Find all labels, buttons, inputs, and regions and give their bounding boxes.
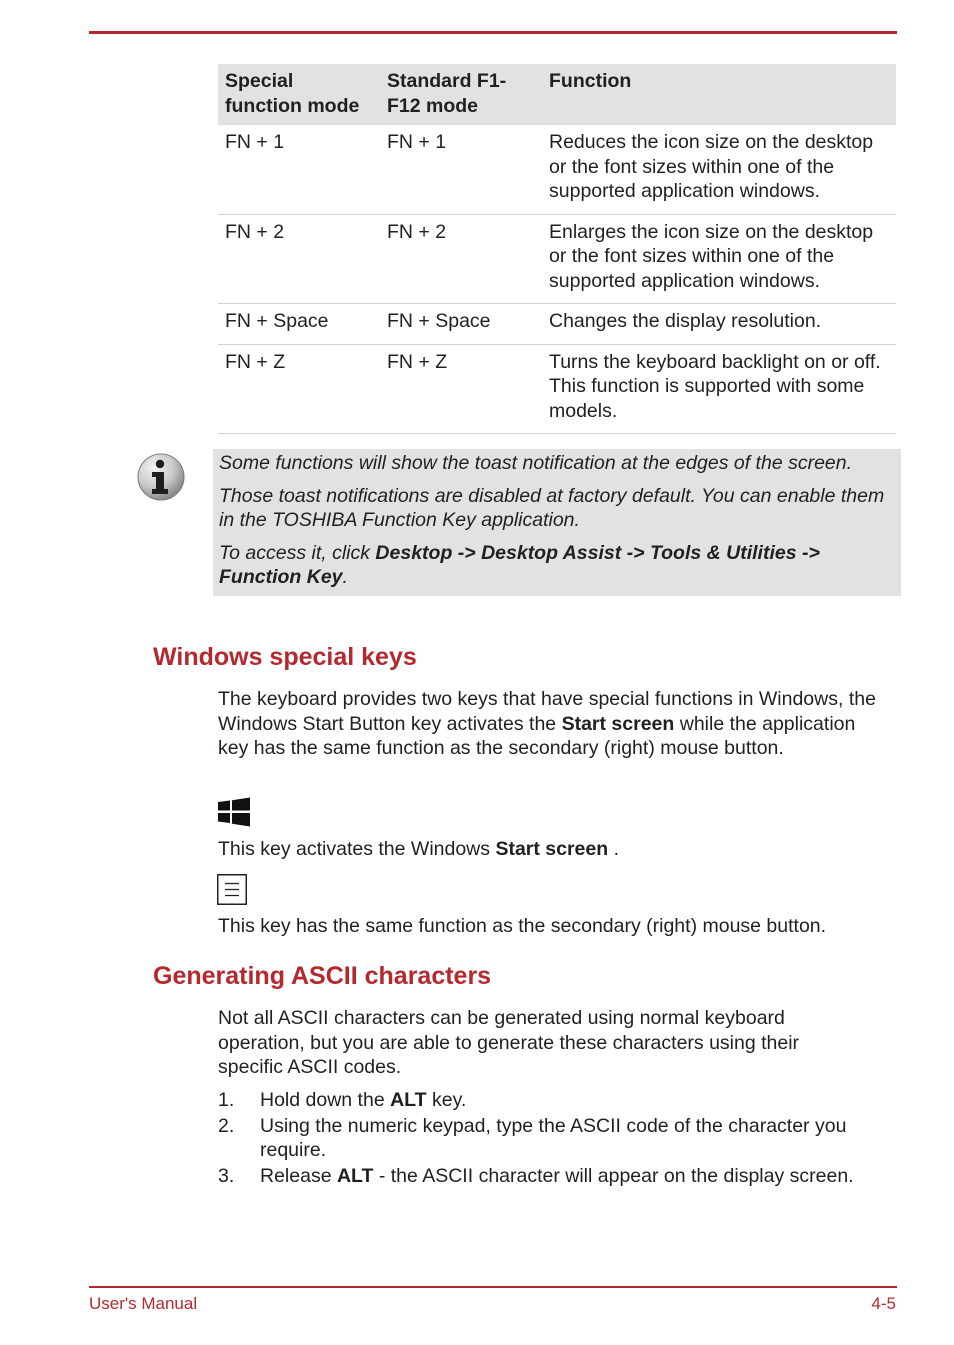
column-header-special-mode: Special function mode: [218, 64, 380, 125]
application-key-icon: [217, 874, 247, 905]
list-item: 3. Release ALT - the ASCII character will appear on the display screen.: [218, 1164, 854, 1187]
top-rule: [89, 31, 897, 34]
application-key-description: This key has the same function as the secondary (right) mouse button.: [218, 915, 827, 937]
windows-logo-icon: [218, 797, 250, 827]
windows-keys-intro: The keyboard provides two keys that have special functions in Windows, the Windows Start Button key activates the Start screen while the application key has the same function as the secondary (right) mouse button.: [218, 688, 876, 759]
list-item: 2. Using the numeric keypad, type the ASCII code of the character you require.: [218, 1114, 847, 1161]
info-icon: [137, 453, 185, 501]
table-row: [218, 125, 896, 214]
table-cell: FN + 1: [218, 125, 380, 214]
table-cell: FN + 2: [380, 214, 542, 304]
note-box: [213, 449, 901, 596]
column-header-function: Function: [542, 64, 896, 125]
table-cell: Reduces the icon size on the desktop or the font sizes within one of the supported application windows.: [542, 125, 896, 214]
ascii-intro: Not all ASCII characters can be generated using normal keyboard operation, but you are able to generate these characters using their specific ASCII codes.: [218, 1007, 800, 1078]
table-cell: Enlarges the icon size on the desktop or the font sizes within one of the supported application windows.: [542, 214, 896, 304]
table-row: [218, 344, 896, 434]
table-cell: FN + Space: [380, 304, 542, 345]
note-line: Some functions will show the toast notification at the edges of the screen.: [219, 452, 853, 474]
windows-key-description: This key activates the Windows Start screen .: [218, 838, 620, 860]
table-cell: FN + 1: [380, 125, 542, 214]
table-cell: Turns the keyboard backlight on or off. This function is supported with some models.: [542, 344, 896, 434]
note-line: To access it, click Desktop -> Desktop Assist -> Tools & Utilities -> Function Key.: [219, 541, 820, 588]
table-header-row: [218, 64, 896, 125]
note-line: Those toast notifications are disabled at factory default. You can enable them in the TOSHIBA Function Key application.: [219, 484, 885, 531]
table-row: [218, 304, 896, 345]
table-cell: FN + Z: [218, 344, 380, 434]
table-cell: FN + Space: [218, 304, 380, 345]
table-cell: FN + 2: [218, 214, 380, 304]
menu-path: Desktop -> Desktop Assist -> Tools & Utilities -> Function Key: [219, 541, 820, 588]
table-cell: Changes the display resolution.: [542, 304, 896, 345]
section-heading-ascii: Generating ASCII characters: [153, 962, 492, 990]
footer-manual-title: User's Manual: [89, 1294, 198, 1313]
section-heading-windows-keys: Windows special keys: [153, 643, 417, 671]
table-cell: FN + Z: [380, 344, 542, 434]
function-key-table: [218, 64, 896, 434]
bottom-rule: [89, 1286, 897, 1288]
page-number: 4-5: [871, 1294, 896, 1313]
table-row: [218, 214, 896, 304]
list-item: 1. Hold down the ALT key.: [218, 1089, 467, 1111]
column-header-standard-mode: Standard F1- F12 mode: [380, 64, 542, 125]
ascii-steps-list: [218, 1088, 898, 1189]
